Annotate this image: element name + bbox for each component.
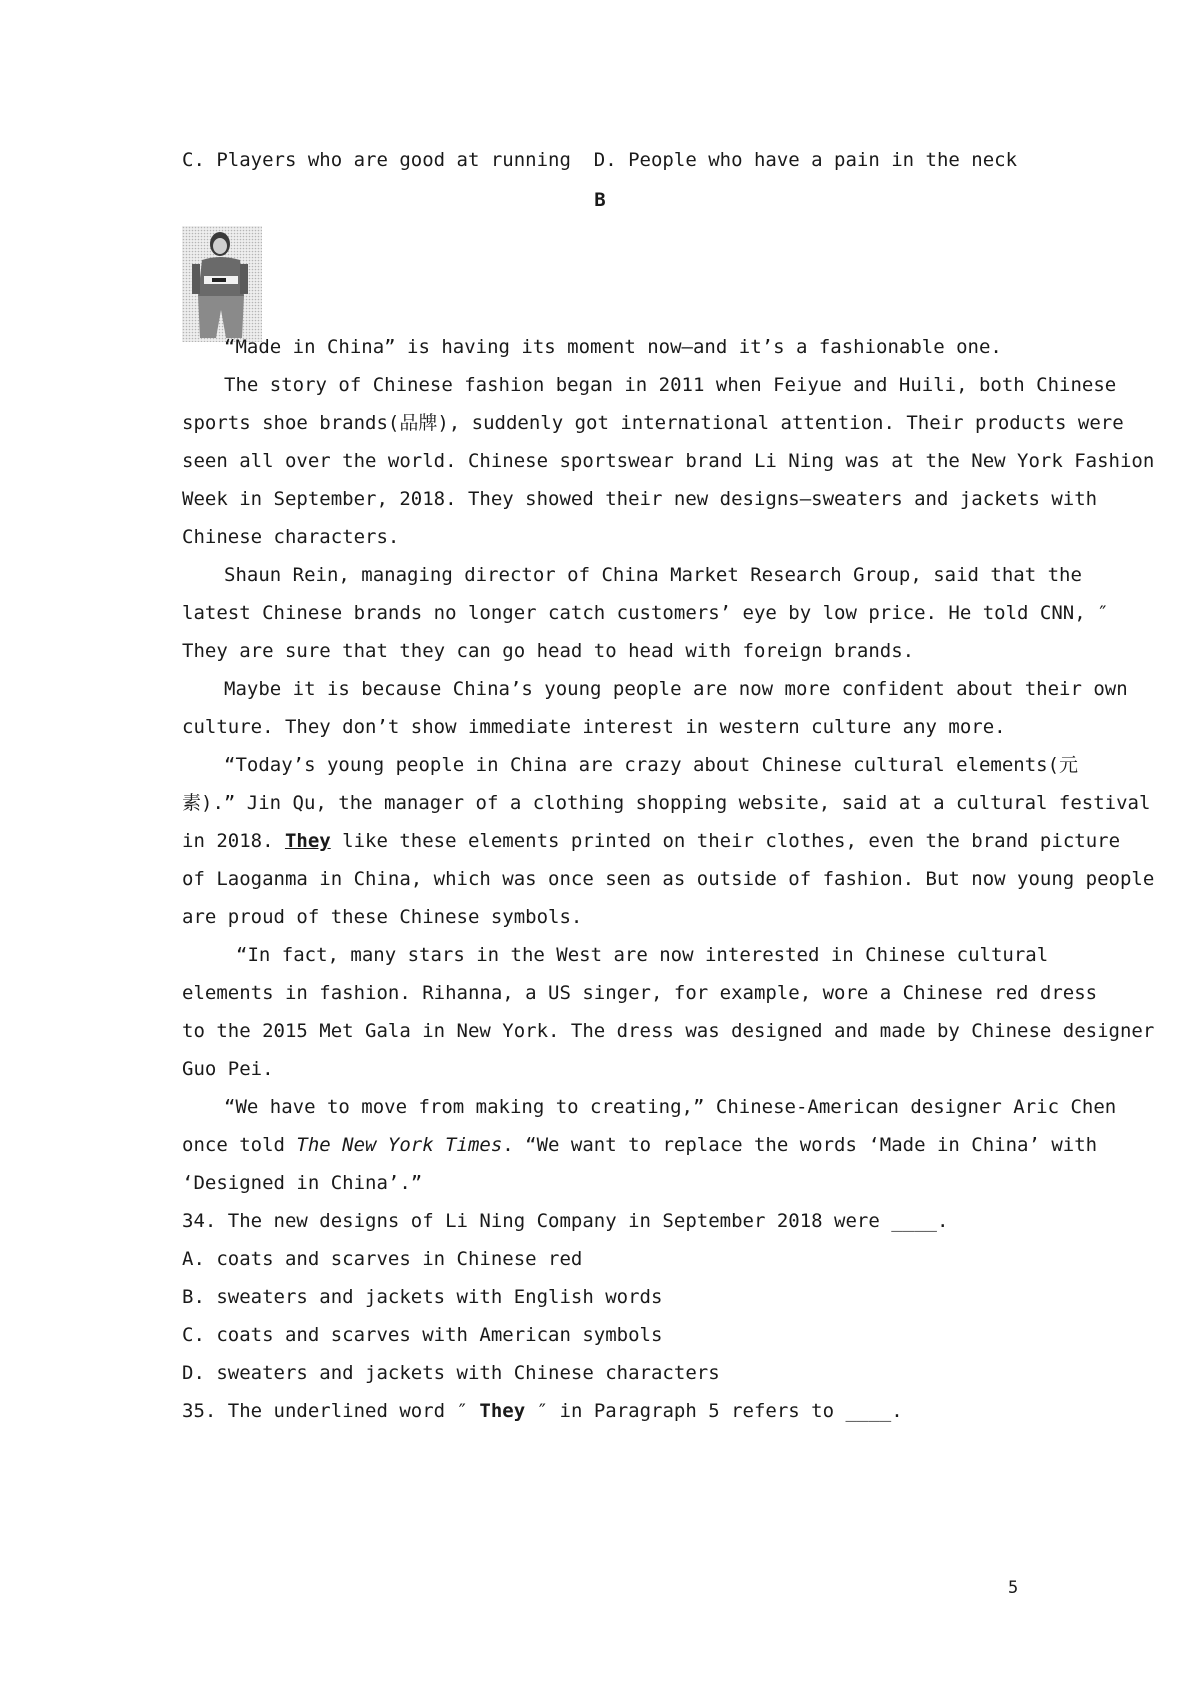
section-label: B bbox=[594, 189, 606, 211]
passage-line: seen all over the world. Chinese sportswear brand Li Ning was at the New York Fashion bbox=[182, 450, 1155, 472]
question-34-option-c: C. coats and scarves with American symbols bbox=[182, 1324, 663, 1346]
passage-line: Shaun Rein, managing director of China Market Research Group, said that the bbox=[224, 564, 1082, 586]
question-35-stem bbox=[182, 1398, 903, 1424]
passage-line: “We have to move from making to creating,” Chinese-American designer Aric Chen bbox=[224, 1096, 1117, 1118]
passage-text: in 2018. bbox=[182, 830, 285, 852]
question-34-option-d: D. sweaters and jackets with Chinese characters bbox=[182, 1362, 720, 1384]
passage-line: “In fact, many stars in the West are now interested in Chinese cultural bbox=[236, 944, 1049, 966]
passage-line: elements in fashion. Rihanna, a US singer, for example, wore a Chinese red dress bbox=[182, 982, 1098, 1004]
passage-line: They are sure that they can go head to head with foreign brands. bbox=[182, 640, 915, 662]
passage-text: once told bbox=[182, 1134, 297, 1156]
question-34-stem: 34. The new designs of Li Ning Company in September 2018 were ____. bbox=[182, 1210, 949, 1232]
passage-line: culture. They don’t show immediate interest in western culture any more. bbox=[182, 716, 1006, 738]
question-text: ″ in Paragraph 5 refers to ____. bbox=[525, 1400, 903, 1422]
passage-line: Maybe it is because China’s young people are now more confident about their own bbox=[224, 678, 1128, 700]
passage-line: sports shoe brands(品牌), suddenly got international attention. Their products were bbox=[182, 412, 1124, 434]
passage-line bbox=[182, 828, 1120, 854]
person-photo-icon bbox=[182, 226, 262, 342]
question-text: 35. The underlined word ″ bbox=[182, 1400, 480, 1422]
passage-line: to the 2015 Met Gala in New York. The dress was designed and made by Chinese designer bbox=[182, 1020, 1155, 1042]
passage-line: of Laoganma in China, which was once seen as outside of fashion. But now young people bbox=[182, 868, 1155, 890]
passage-line bbox=[182, 1132, 1097, 1158]
question-keyword: They bbox=[479, 1400, 526, 1422]
question-34-option-b: B. sweaters and jackets with English words bbox=[182, 1286, 663, 1308]
passage-line: ‘Designed in China’.” bbox=[182, 1172, 423, 1194]
passage-line: are proud of these Chinese symbols. bbox=[182, 906, 583, 928]
passage-line: Week in September, 2018. They showed their new designs—sweaters and jackets with bbox=[182, 488, 1098, 510]
passage-line: “Today’s young people in China are crazy about Chinese cultural elements(元 bbox=[224, 754, 1079, 776]
passage-text: like these elements printed on their clothes, even the brand picture bbox=[330, 830, 1121, 852]
passage-text: . “We want to replace the words ‘Made in China’ with bbox=[502, 1134, 1098, 1156]
passage-line: The story of Chinese fashion began in 2011 when Feiyue and Huili, both Chinese bbox=[224, 374, 1117, 396]
newspaper-title: The New York Times bbox=[296, 1134, 503, 1156]
passage-line: latest Chinese brands no longer catch customers’ eye by low price. He told CNN, ″ bbox=[182, 602, 1109, 624]
passage-line: 素).” Jin Qu, the manager of a clothing shopping website, said at a cultural festival bbox=[182, 792, 1151, 814]
previous-question-options: C. Players who are good at running D. People who have a pain in the neck bbox=[182, 149, 1018, 171]
passage-line: “Made in China” is having its moment now—and it’s a fashionable one. bbox=[224, 336, 1002, 358]
underlined-word: They bbox=[284, 830, 331, 852]
question-34-option-a: A. coats and scarves in Chinese red bbox=[182, 1248, 583, 1270]
page-number: 5 bbox=[1008, 1578, 1019, 1598]
passage-line: Guo Pei. bbox=[182, 1058, 274, 1080]
passage-line: Chinese characters. bbox=[182, 526, 400, 548]
